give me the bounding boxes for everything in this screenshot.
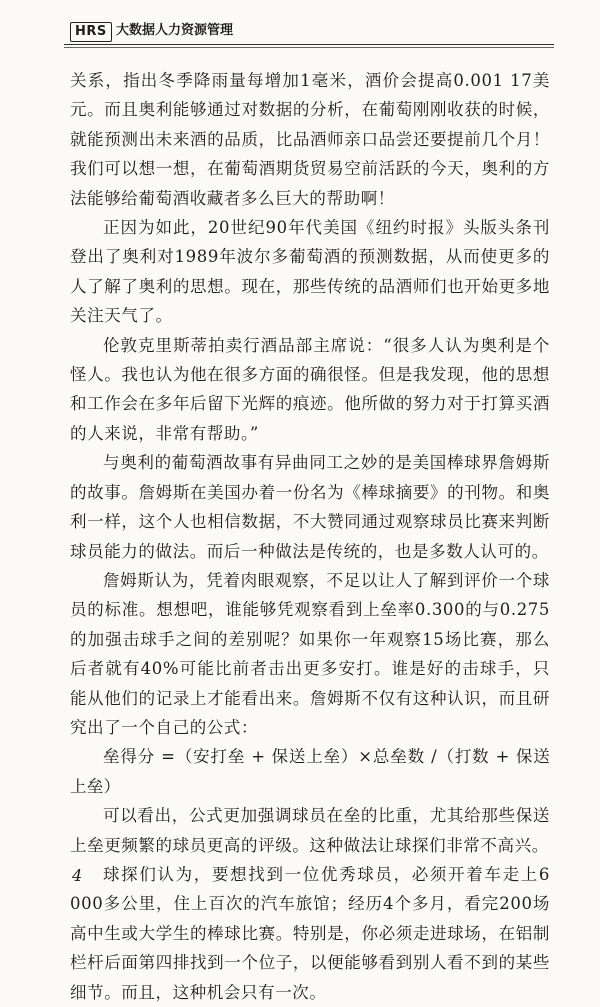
paragraph: 球探们认为，要想找到一位优秀球员，必须开着车走上6 000多公里，住上百次的汽车旅馆；经历4个多月，看完200场高中生或大学生的棒球比赛。特别是，你必须走进球场，在铝制栏杆后面第四排找到一个位子，以便能够看到别人看不到的某些细节。而且，这种机会只有一次。 (70, 864, 550, 1002)
header-rule (64, 44, 554, 45)
paragraph: 可以看出，公式更加强调球员在垒的比重，尤其给那些保送上垒更频繁的球员更高的评级。这种做法让球探们非常不高兴。 (70, 806, 550, 855)
paragraph: 正因为如此，20世纪90年代美国《纽约时报》头版头条刊登出了奥利对1989年波尔多葡萄酒的预测数据，从而使更多的人了解了奥利的思想。现在，那些传统的品酒师们也开始更多地关注天气了。 (70, 218, 550, 326)
paragraph: 与奥利的葡萄酒故事有异曲同工之妙的是美国棒球界詹姆斯的故事。詹姆斯在美国办着一份名为《棒球摘要》的刊物。和奥利一样，这个人也相信数据，不大赞同通过观察球员比赛来判断球员能力的做法。而后一种做法是传统的，也是多数人认可的。 (70, 453, 550, 561)
paragraph: 詹姆斯认为，凭着肉眼观察，不足以让人了解到评价一个球员的标准。想想吧，谁能够凭观察看到上垒率0.300的与0.275的加强击球手之间的差别呢？如果你一年观察15场比赛，那么后者就有40%可能比前者击出更多安打。谁是好的击球手，只能从他们的记录上才能看出来。詹姆斯不仅有这种认识，而且研究出了一个自己的公式： (70, 570, 550, 737)
paragraph-quote: 伦敦克里斯蒂拍卖行酒品部主席说：“很多人认为奥利是个怪人。我也认为他在很多方面的确很怪。但是我发现，他的思想和工作会在多年后留下光辉的痕迹。他所做的努力对于打算买酒的人来说，非常有帮助。” (70, 335, 550, 443)
book-title: 大数据人力资源管理 (116, 23, 234, 38)
series-logo: HRS (70, 22, 112, 42)
body-text (70, 66, 550, 1007)
header-rule-thin (64, 47, 554, 48)
paragraph-continued: 关系，指出冬季降雨量每增加1毫米，酒价会提高0.001 17美元。而且奥利能够通过对数据的分析，在葡萄刚刚收获的时候，就能预测出未来酒的品质，比品酒师亲口品尝还要提前几个月！我们可以想一想，在葡萄酒期货贸易空前活跃的今天，奥利的方法能够给葡萄酒收藏者多么巨大的帮助啊！ (70, 71, 550, 208)
page-number: 4 (72, 866, 83, 885)
formula: 垒得分 =（安打垒 + 保送上垒）×总垒数 /（打数 + 保送上垒） (70, 747, 550, 796)
running-header (64, 20, 554, 46)
